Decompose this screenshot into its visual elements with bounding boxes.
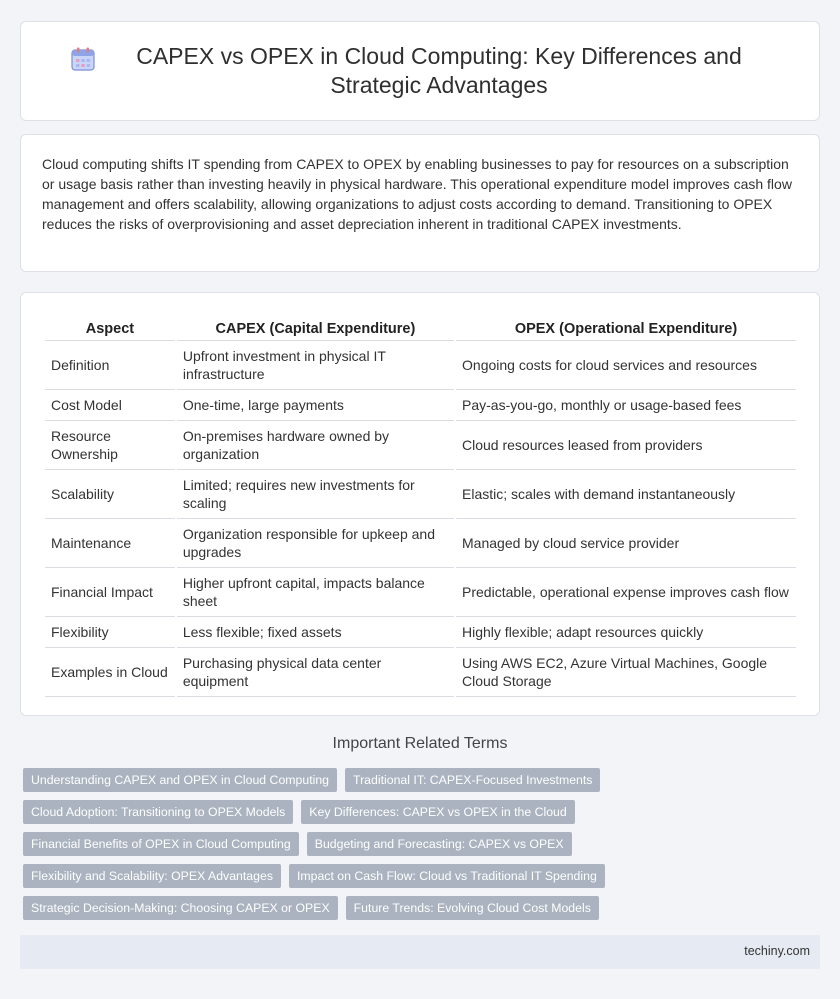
calendar-icon [70, 46, 96, 72]
related-terms-title: Important Related Terms [332, 735, 508, 752]
related-term-tag[interactable]: Budgeting and Forecasting: CAPEX vs OPEX [307, 832, 572, 856]
opex-cell: Predictable, operational expense improves cash flow [456, 568, 796, 617]
capex-cell: One-time, large payments [177, 390, 454, 421]
title-card [20, 21, 820, 121]
table-row [45, 648, 796, 697]
opex-cell: Cloud resources leased from providers [456, 421, 796, 470]
table-row [45, 568, 796, 617]
intro-text: Cloud computing shifts IT spending from CAPEX to OPEX by enabling businesses to pay for resources on a subscription or usage basis rather than investing heavily in physical hardware. This operational expenditure model improves cash flow management and offers scalability, allowing organizations to adjust costs according to demand. Transitioning to OPEX reduces the risks of overprovisioning and asset depreciation inherent in traditional CAPEX investments. [42, 156, 792, 232]
footer-brand[interactable]: techiny.com [744, 944, 810, 958]
related-term-tag[interactable]: Flexibility and Scalability: OPEX Advantages [23, 864, 281, 888]
table-header-row [45, 313, 796, 341]
related-term-tag[interactable]: Future Trends: Evolving Cloud Cost Models [346, 896, 599, 920]
opex-cell: Using AWS EC2, Azure Virtual Machines, Google Cloud Storage [456, 648, 796, 697]
page-title: CAPEX vs OPEX in Cloud Computing: Key Differences and Strategic Advantages [136, 43, 742, 98]
table-row [45, 341, 796, 390]
capex-cell: Organization responsible for upkeep and upgrades [177, 519, 454, 568]
aspect-cell: Examples in Cloud [45, 648, 175, 697]
aspect-cell: Resource Ownership [45, 421, 175, 470]
opex-cell: Pay-as-you-go, monthly or usage-based fees [456, 390, 796, 421]
capex-cell: Upfront investment in physical IT infrastructure [177, 341, 454, 390]
intro-card [20, 134, 820, 272]
related-term-tag[interactable]: Traditional IT: CAPEX-Focused Investments [345, 768, 600, 792]
table-row [45, 390, 796, 421]
table-row [45, 617, 796, 648]
header-capex: CAPEX (Capital Expenditure) [177, 313, 454, 341]
opex-cell: Highly flexible; adapt resources quickly [456, 617, 796, 648]
related-terms-list [23, 768, 813, 928]
aspect-cell: Financial Impact [45, 568, 175, 617]
table-row [45, 470, 796, 519]
related-term-tag[interactable]: Key Differences: CAPEX vs OPEX in the Cloud [301, 800, 574, 824]
related-term-tag[interactable]: Cloud Adoption: Transitioning to OPEX Models [23, 800, 293, 824]
header-aspect: Aspect [45, 313, 175, 341]
capex-cell: Limited; requires new investments for scaling [177, 470, 454, 519]
aspect-cell: Flexibility [45, 617, 175, 648]
footer [20, 935, 820, 969]
table-row [45, 519, 796, 568]
capex-cell: Higher upfront capital, impacts balance sheet [177, 568, 454, 617]
related-term-tag[interactable]: Financial Benefits of OPEX in Cloud Computing [23, 832, 299, 856]
capex-cell: Less flexible; fixed assets [177, 617, 454, 648]
related-term-tag[interactable]: Impact on Cash Flow: Cloud vs Traditional IT Spending [289, 864, 605, 888]
title-wrap [70, 42, 770, 100]
aspect-cell: Definition [45, 341, 175, 390]
comparison-table [43, 313, 798, 697]
opex-cell: Managed by cloud service provider [456, 519, 796, 568]
aspect-cell: Scalability [45, 470, 175, 519]
table-row [45, 421, 796, 470]
capex-cell: On-premises hardware owned by organization [177, 421, 454, 470]
comparison-table-card [20, 292, 820, 716]
header-opex: OPEX (Operational Expenditure) [456, 313, 796, 341]
related-term-tag[interactable]: Strategic Decision-Making: Choosing CAPEX or OPEX [23, 896, 338, 920]
opex-cell: Ongoing costs for cloud services and resources [456, 341, 796, 390]
aspect-cell: Cost Model [45, 390, 175, 421]
opex-cell: Elastic; scales with demand instantaneously [456, 470, 796, 519]
related-term-tag[interactable]: Understanding CAPEX and OPEX in Cloud Computing [23, 768, 337, 792]
capex-cell: Purchasing physical data center equipment [177, 648, 454, 697]
aspect-cell: Maintenance [45, 519, 175, 568]
